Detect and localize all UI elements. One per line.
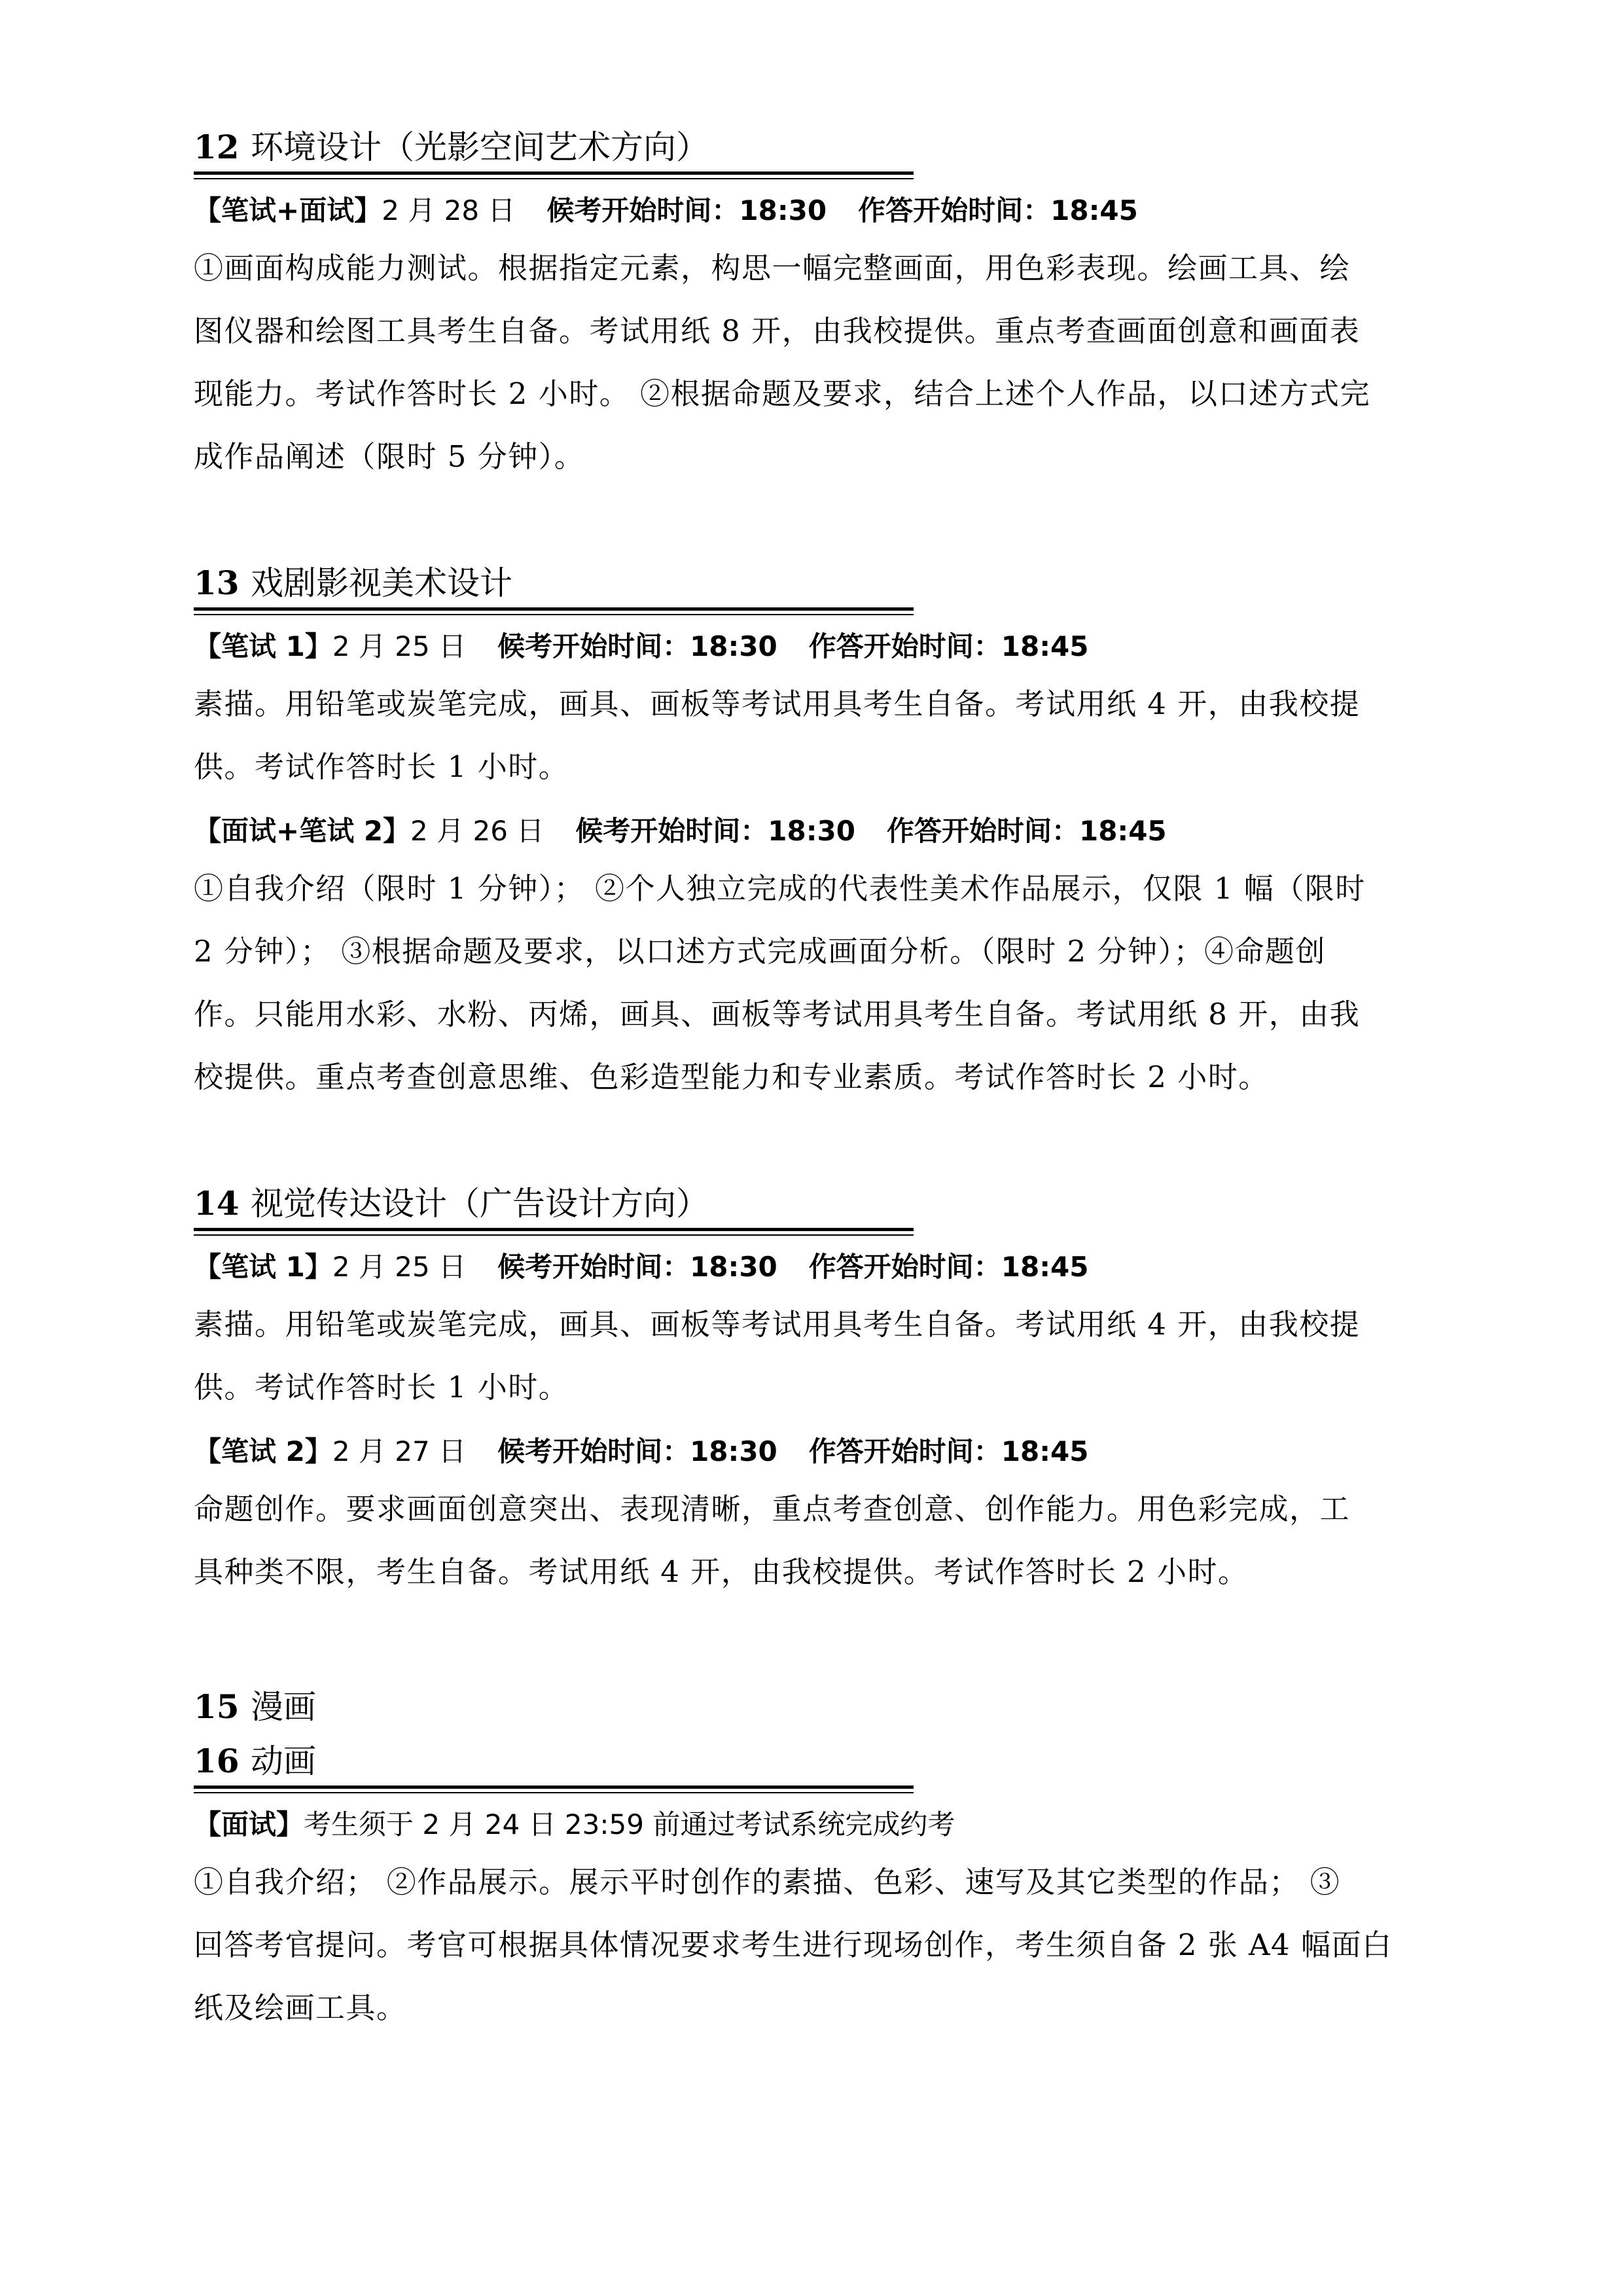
section-title: 视觉传达设计（广告设计方向） <box>251 1185 709 1223</box>
session-date: 2 月 26 日 <box>410 815 544 847</box>
paragraph-line: 校提供。重点考查创意思维、色彩造型能力和专业素质。考试作答时长 2 小时。 <box>194 1060 1269 1094</box>
paragraph-line: ①自我介绍（限时 1 分钟）； ②个人独立完成的代表性美术作品展示，仅限 1 幅（限时 <box>194 871 1366 906</box>
session-tag: 【笔试+面试】 <box>194 194 382 226</box>
wait-time: 候考开始时间：18:30 <box>575 815 855 847</box>
session-header <box>194 1426 1437 1478</box>
heading-rule <box>194 171 914 182</box>
session-tag: 【面试】 <box>194 1808 304 1840</box>
paragraph-line: 素描。用铅笔或炭笔完成，画具、画板等考试用具考生自备。考试用纸 4 开，由我校提 <box>194 1307 1361 1342</box>
wait-time: 候考开始时间：18:30 <box>497 630 777 662</box>
heading-rule <box>194 1785 914 1796</box>
paragraph-line: 命题创作。要求画面创意突出、表现清晰，重点考查创意、创作能力。用色彩完成，工 <box>194 1492 1351 1526</box>
wait-time: 候考开始时间：18:30 <box>546 194 827 226</box>
heading-rule <box>194 607 914 618</box>
section-title: 动画 <box>251 1742 317 1780</box>
session-header <box>194 1799 1437 1851</box>
section-16 <box>194 1738 1437 2039</box>
paragraph-line: 2 分钟）； ③根据命题及要求，以口述方式完成画面分析。（限时 2 分钟）；④命题创 <box>194 934 1326 969</box>
section-number: 15 <box>194 1687 240 1726</box>
section-number: 16 <box>194 1742 240 1780</box>
session-tag: 【面试+笔试 2】 <box>194 815 411 847</box>
paragraph-line: 素描。用铅笔或炭笔完成，画具、画板等考试用具考生自备。考试用纸 4 开，由我校提 <box>194 687 1361 721</box>
paragraph-line: ①自我介绍； ②作品展示。展示平时创作的素描、色彩、速写及其它类型的作品； ③ <box>194 1865 1341 1899</box>
section-15 <box>194 1676 1437 1738</box>
paragraph-line: 现能力。考试作答时长 2 小时。 ②根据命题及要求，结合上述个人作品，以口述方式完 <box>194 376 1371 411</box>
paragraph-line: 回答考官提问。考官可根据具体情况要求考生进行现场创作，考生须自备 2 张 A4 幅面白 <box>194 1928 1393 1962</box>
page-content <box>194 124 1437 2039</box>
session-description <box>194 673 1437 798</box>
session-header <box>194 185 1437 237</box>
section-heading <box>194 560 1437 606</box>
section-number: 14 <box>194 1184 240 1223</box>
paragraph-line: 作。只能用水彩、水粉、丙烯，画具、画板等考试用具考生自备。考试用纸 8 开，由我 <box>194 997 1361 1031</box>
session-description <box>194 1478 1437 1604</box>
section-13 <box>194 560 1437 1109</box>
paragraph-line: ①画面构成能力测试。根据指定元素，构思一幅完整画面，用色彩表现。绘画工具、绘 <box>194 251 1351 285</box>
paragraph-line: 图仪器和绘图工具考生自备。考试用纸 8 开，由我校提供。重点考查画面创意和画面表 <box>194 314 1361 348</box>
session-notice: 考生须于 2 月 24 日 23:59 前通过考试系统完成约考 <box>304 1808 955 1840</box>
paragraph-line: 具种类不限，考生自备。考试用纸 4 开，由我校提供。考试作答时长 2 小时。 <box>194 1554 1249 1589</box>
answer-time: 作答开始时间：18:45 <box>886 815 1167 847</box>
session-tag: 【笔试 1】 <box>194 630 332 662</box>
wait-time: 候考开始时间：18:30 <box>497 1435 777 1467</box>
answer-time: 作答开始时间：18:45 <box>808 630 1089 662</box>
session-description <box>194 237 1437 488</box>
session-date: 2 月 25 日 <box>332 1251 467 1283</box>
answer-time: 作答开始时间：18:45 <box>808 1251 1089 1283</box>
session-date: 2 月 25 日 <box>332 630 467 662</box>
section-heading <box>194 124 1437 170</box>
session-description <box>194 1851 1437 2039</box>
section-number: 13 <box>194 564 240 602</box>
session-tag: 【笔试 2】 <box>194 1435 332 1467</box>
section-title: 漫画 <box>251 1688 317 1726</box>
session-header <box>194 805 1437 857</box>
paragraph-line: 供。考试作答时长 1 小时。 <box>194 1370 569 1405</box>
section-heading <box>194 1738 1437 1784</box>
section-title: 戏剧影视美术设计 <box>251 564 513 602</box>
session-header <box>194 620 1437 673</box>
section-12 <box>194 124 1437 488</box>
answer-time: 作答开始时间：18:45 <box>808 1435 1089 1467</box>
section-heading <box>194 1676 1437 1738</box>
section-14 <box>194 1181 1437 1604</box>
section-heading <box>194 1181 1437 1227</box>
session-description <box>194 857 1437 1109</box>
paragraph-line: 成作品阐述（限时 5 分钟）。 <box>194 439 585 474</box>
paragraph-line: 纸及绘画工具。 <box>194 1990 407 2025</box>
paragraph-line: 供。考试作答时长 1 小时。 <box>194 749 569 784</box>
session-tag: 【笔试 1】 <box>194 1251 332 1283</box>
answer-time: 作答开始时间：18:45 <box>858 194 1138 226</box>
session-header <box>194 1241 1437 1293</box>
heading-rule <box>194 1228 914 1238</box>
session-date: 2 月 27 日 <box>332 1435 467 1467</box>
section-number: 12 <box>194 128 240 166</box>
session-date: 2 月 28 日 <box>382 194 516 226</box>
session-description <box>194 1293 1437 1419</box>
wait-time: 候考开始时间：18:30 <box>497 1251 777 1283</box>
section-title: 环境设计（光影空间艺术方向） <box>251 128 709 166</box>
